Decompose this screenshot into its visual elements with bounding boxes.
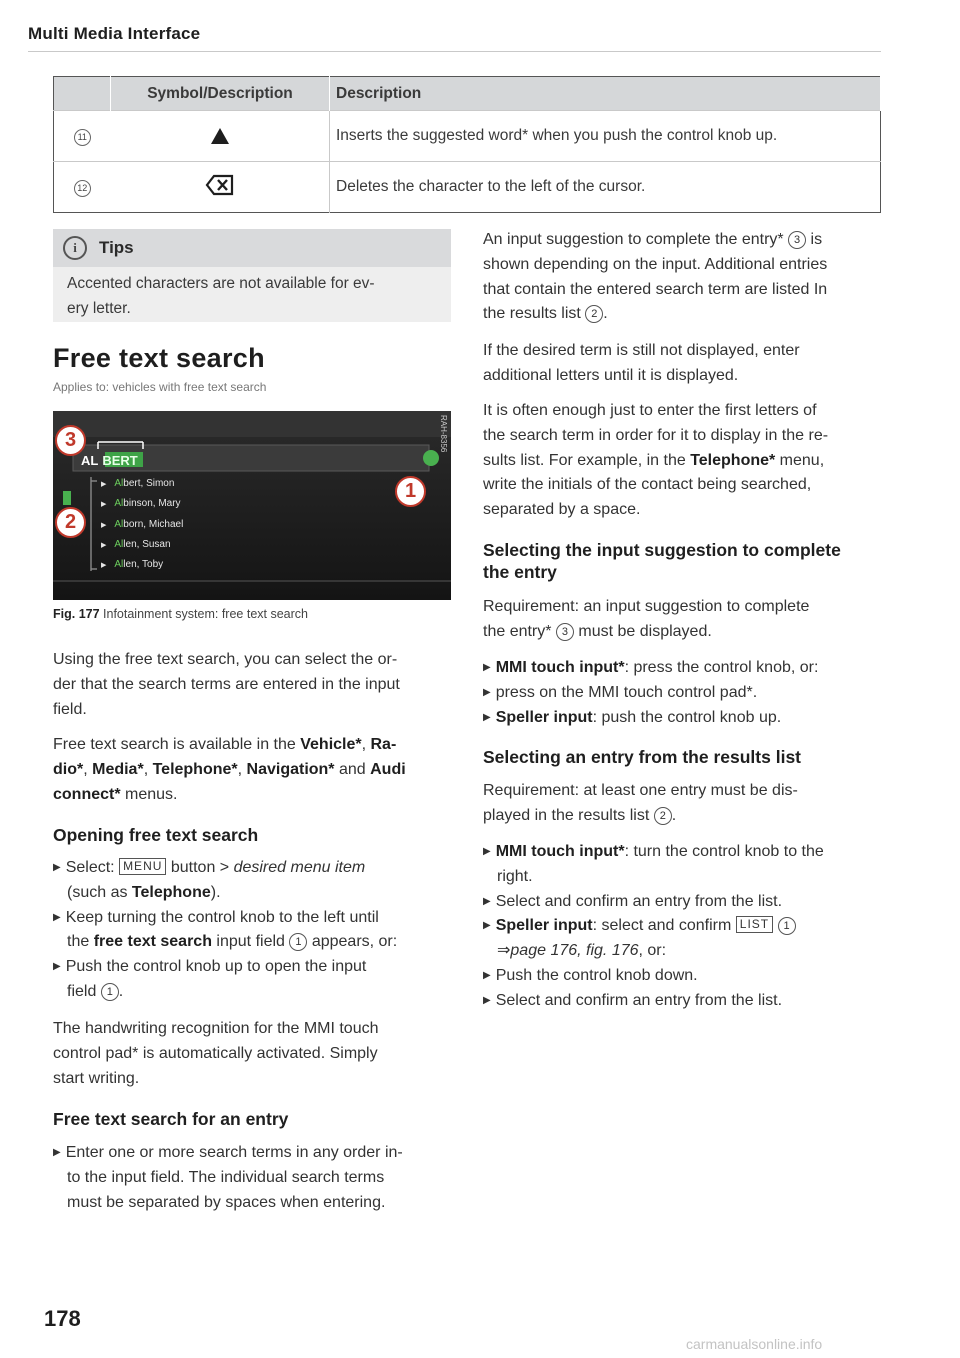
paragraph: It is often enough just to enter the first letters of the search term in order for it to display in the re- sults list. For example, in the Telephone* menu, write the initials of the contact being searched, separated by a space.	[483, 402, 829, 519]
row-number: 12	[54, 162, 111, 213]
callout-2: 2	[55, 507, 86, 538]
heading-select-suggestion: Selecting the input suggestion to complete the entry	[483, 540, 841, 582]
page-number: 178	[44, 1306, 81, 1331]
paragraph: Free text search is available in the Vehicle*, Ra- dio*, Media*, Telephone*, Navigation* and Audi connect* menus.	[53, 736, 406, 803]
page-reference-link[interactable]: page 176, fig. 176	[510, 942, 639, 960]
table-header-description: Description	[330, 77, 881, 111]
heading-opening: Opening free text search	[53, 825, 259, 845]
step-list: ▶ Enter one or more search terms in any order in- to the input field. The individual search terms must be separated by spaces when entering.	[53, 1144, 403, 1211]
paragraph: The handwriting recognition for the MMI touch control pad* is automatically activated. Simply start writing.	[53, 1020, 379, 1087]
paragraph: An input suggestion to complete the entry* 3 is shown depending on the input. Additional entries that contain the entered search term are listed In the results list 2 .	[483, 231, 828, 323]
input-suggestion: BERT	[102, 453, 138, 468]
search-input-field[interactable]	[81, 453, 138, 468]
info-icon: i	[63, 236, 87, 260]
paragraph: Requirement: an input suggestion to complete the entry* 3 must be displayed.	[483, 598, 810, 640]
tips-body	[53, 267, 451, 322]
list-item[interactable]: ▶ Alborn, Michael	[101, 518, 184, 530]
figure-code: RAH-8356	[439, 415, 448, 453]
step-list: ▶ Select: MENU button > desired menu item (such as Telephone). ▶ Keep turning the control knob to the left until the free text search input field 1 appears, or: ▶ Push the control knob up to open the input field 1 .	[53, 859, 398, 1000]
step-list: ▶ MMI touch input*: press the control knob, or: ▶ press on the MMI touch control pad*. ▶ Speller input: push the control knob up.	[483, 659, 819, 726]
applies-to: Applies to: vehicles with free text search	[53, 380, 267, 394]
table-row	[54, 111, 881, 162]
watermark: carmanualsonline.info	[686, 1336, 823, 1352]
results-list[interactable]	[101, 474, 183, 575]
symbol-table	[53, 76, 881, 213]
heading-free-text-entry: Free text search for an entry	[53, 1109, 289, 1129]
table-header-num	[54, 77, 111, 111]
figure-caption-text: Infotainment system: free text search	[103, 607, 308, 621]
list-item[interactable]: ▶ Allen, Toby	[101, 559, 164, 571]
table-header-symbol: Symbol/Description	[111, 77, 330, 111]
triangle-up-icon	[111, 111, 330, 162]
heading-select-results: Selecting an entry from the results list	[483, 747, 801, 767]
paragraph: Using the free text search, you can select the or- der that the search terms are entered in the input field.	[53, 651, 400, 718]
page-header-title: Multi Media Interface	[28, 24, 201, 43]
row-number: 11	[54, 111, 111, 162]
header-rule	[28, 51, 881, 52]
arrow-right-icon: ⇒	[497, 942, 511, 960]
callout-3: 3	[55, 425, 86, 456]
section-title: Free text search	[53, 343, 265, 373]
figure-caption	[53, 607, 308, 621]
table-header-row	[54, 77, 881, 111]
input-typed-text: AL	[81, 453, 99, 468]
list-key: LIST	[736, 916, 773, 933]
figure-label: Fig. 177	[53, 607, 100, 621]
tips-header	[53, 229, 451, 267]
tips-text-line: Accented characters are not available for ev-	[67, 275, 375, 292]
list-item[interactable]: ▶ Albinson, Mary	[101, 498, 181, 510]
menu-key: MENU	[119, 858, 166, 875]
callout-1: 1	[395, 476, 426, 507]
tips-title: Tips	[99, 238, 134, 257]
tips-text-line: ery letter.	[67, 300, 131, 317]
step-list: ▶ MMI touch input*: turn the control knob to the right. ▶ Select and confirm an entry from the list. ▶ Speller input: select and confirm LIST 1 ⇒page 176, fig. 176, or: ▶ Push the control knob down. ▶ Select and confirm an entry from the list.	[483, 843, 824, 1009]
row-description: Deletes the character to the left of the cursor.	[330, 162, 881, 213]
infotainment-screenshot	[53, 411, 451, 600]
backspace-icon	[111, 162, 330, 213]
paragraph: If the desired term is still not displayed, enter additional letters until it is displayed.	[483, 342, 800, 384]
table-row	[54, 162, 881, 213]
list-item[interactable]: ▶ Allen, Susan	[101, 538, 171, 550]
paragraph: Requirement: at least one entry must be dis- played in the results list 2 .	[483, 782, 798, 824]
list-item[interactable]: ▶ Albert, Simon	[101, 478, 175, 489]
row-description: Inserts the suggested word* when you push the control knob up.	[330, 111, 881, 162]
